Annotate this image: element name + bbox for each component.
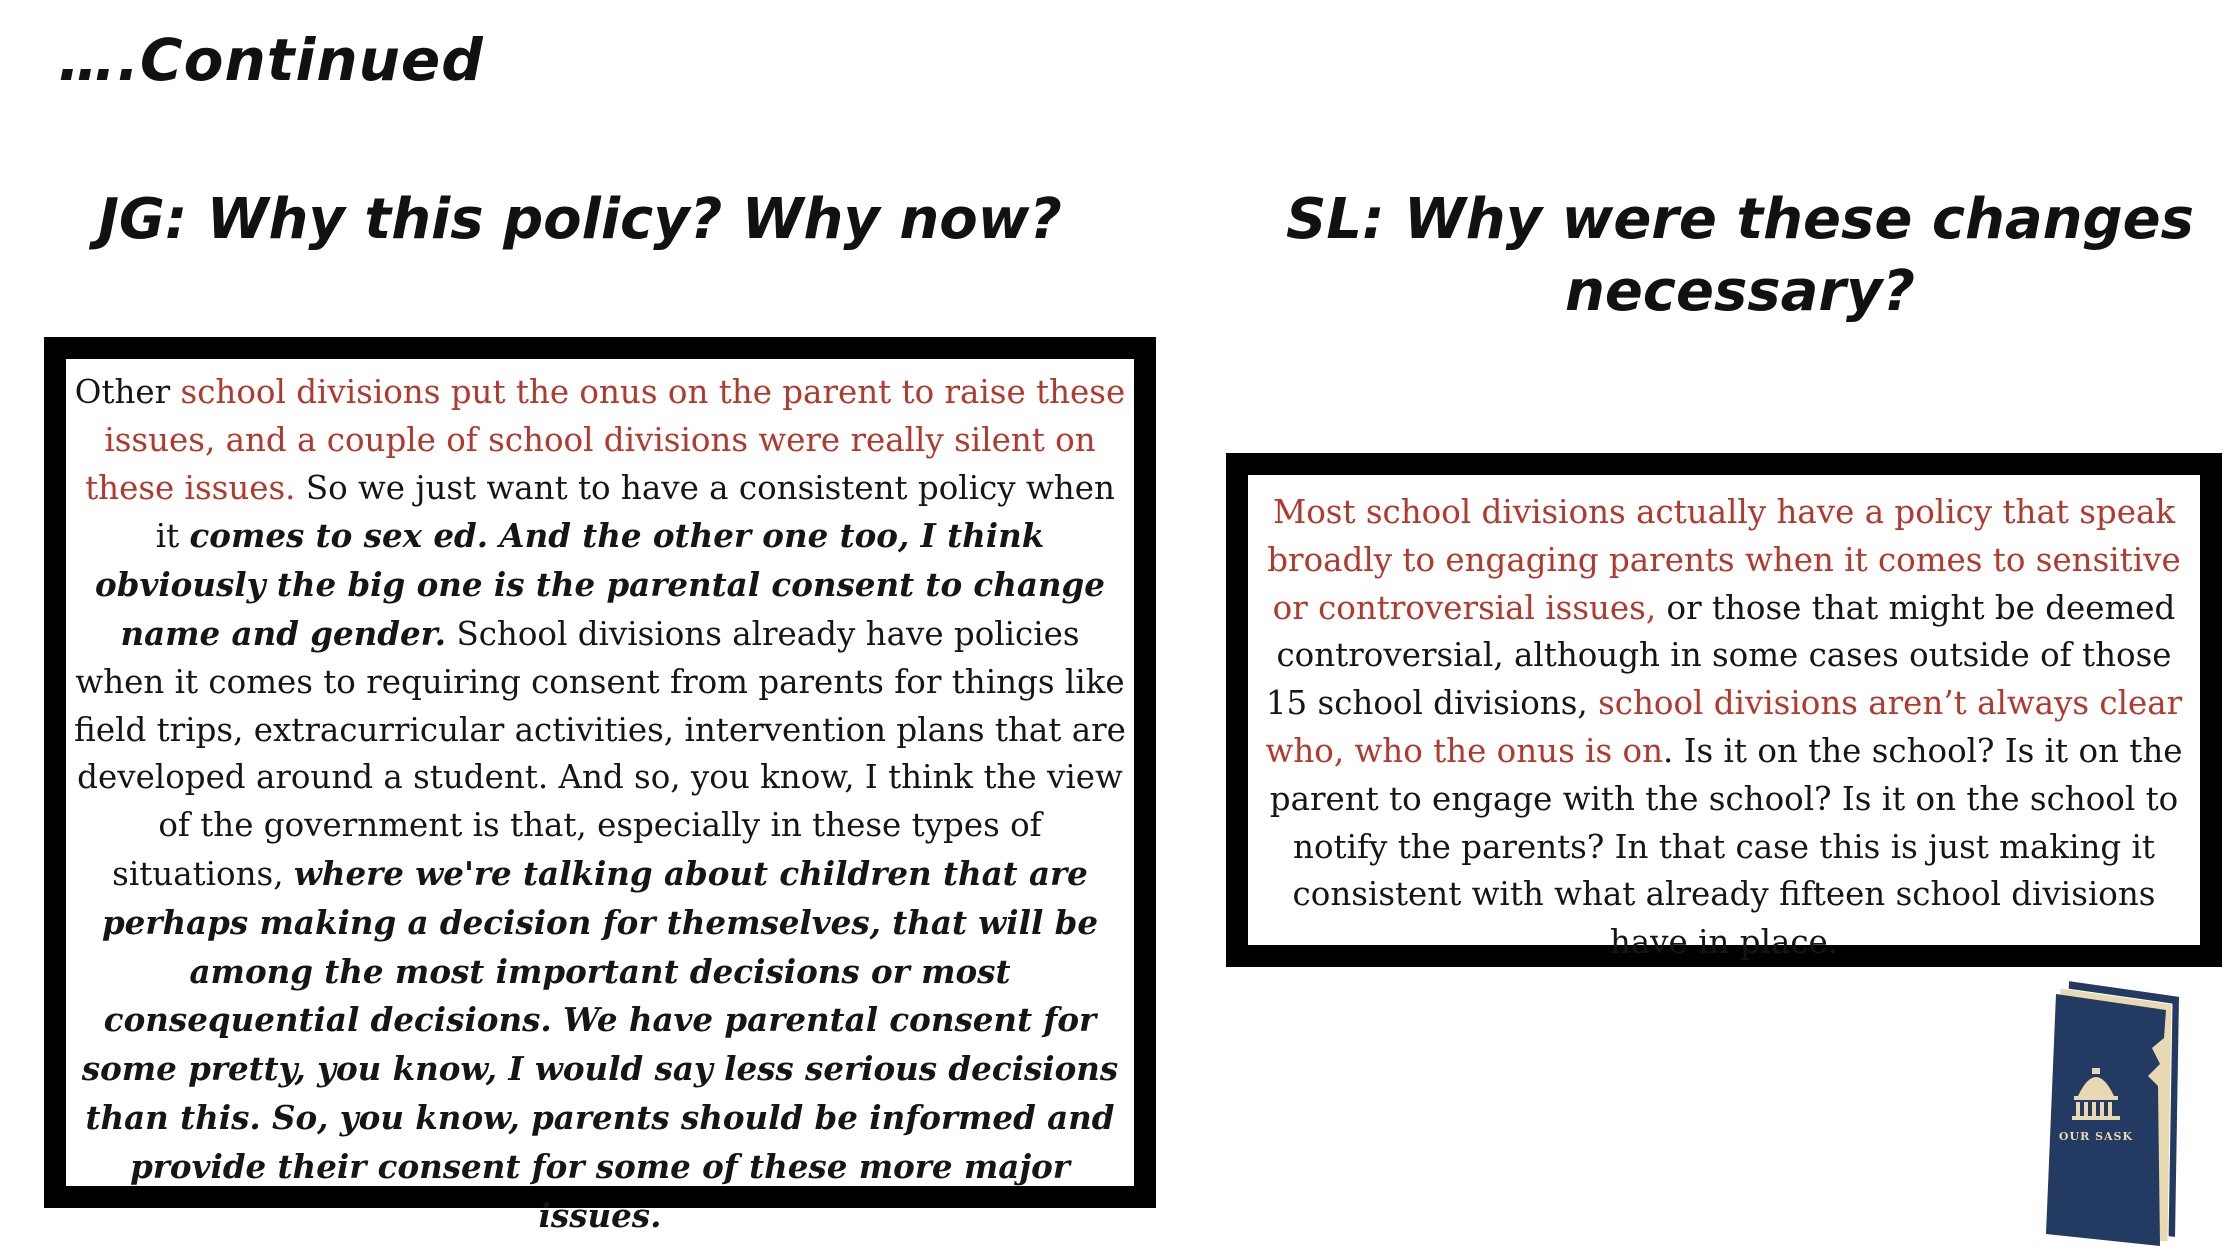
quote-text-jg [66,359,1134,1235]
heading-jg: JG: Why this policy? Why now? [98,187,1062,252]
quote-segment-emphasis: comes to sex ed. And the other one too, I think obviously the big one is the parental consent to change name and gender. [95,516,1105,653]
continued-label: ….Continued [58,26,484,94]
quote-segment-highlight: Most school divisions actually have a policy that speak broadly to engaging parents when it comes to sensitive or controversial issues, [1267,493,2181,627]
quote-box-jg [44,337,1156,1235]
our-sask-logo [2030,968,2198,1248]
logo-wordmark: OUR SASK [2058,1130,2134,1143]
quote-segment-emphasis: where we're talking about children that are perhaps making a decision for themselves, that will be among the most important decisions or most consequential decisions. We have parental consent for some pretty, you know, I would say less serious decisions than this. So, you know, parents should be informed and provide their consent for some of these more major issues. [81,853,1119,1235]
quote-segment: School divisions already have policies when it comes to requiring consent from parents for things like field trips, extracurricular activities, intervention plans that are developed around a student. And so, you know, I think the view of the government is that, especially in these types of situations, [74,614,1126,893]
quote-box-sl [1226,453,2222,967]
quote-segment-highlight: school divisions put the onus on the parent to raise these issues, and a couple of school divisions were really silent on these issues. [85,373,1126,507]
heading-sl: SL: Why were these changes necessary? [1286,187,2194,324]
quote-segment: or those that might be deemed controversial, although in some cases outside of those 15 school divisions, [1265,588,2176,723]
quote-segment: So we just want to have a consistent policy when it [155,468,1115,556]
quote-segment: . Is it on the school? Is it on the parent to engage with the school? Is it on the school to notify the parents? In that case this is just making it consistent with what already fifteen school divisions have in place. [1269,731,2183,962]
quote-segment-highlight: school divisions aren’t always clear who, who the onus is on [1265,684,2183,770]
quote-text-sl [1248,475,2200,962]
quote-segment: Other [74,373,181,411]
